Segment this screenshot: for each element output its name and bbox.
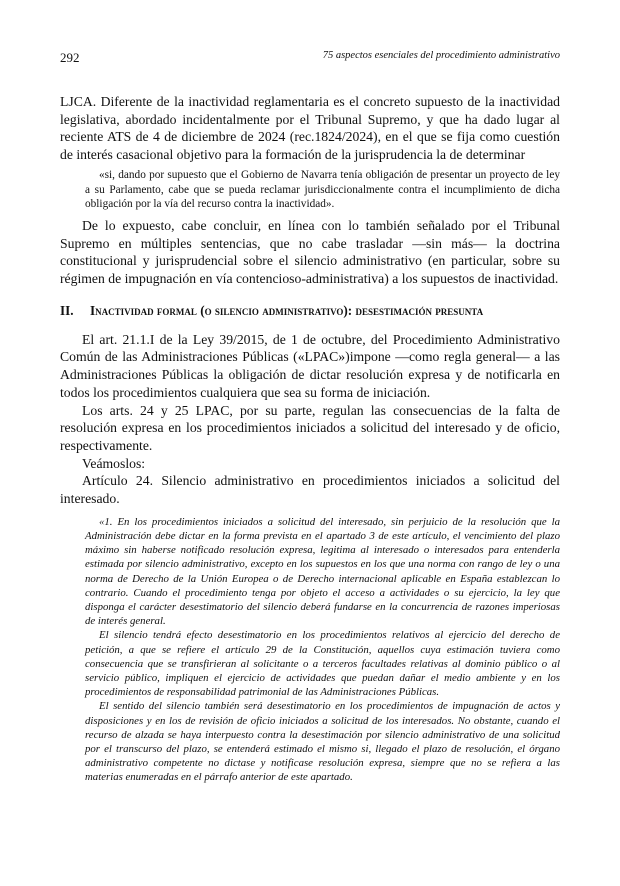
- page-number: 292: [60, 50, 80, 65]
- paragraph-arts-24-25: Los arts. 24 y 25 LPAC, por su parte, regulan las consecuencias de la falta de resolución expresa en los procedimientos iniciados a solicitud del interesado y de oficio, respectivamente.: [60, 402, 560, 453]
- paragraph-veamoslos: Veámoslos:: [82, 455, 146, 471]
- paragraph-inactividad-legislativa: LJCA. Diferente de la inactividad reglamentaria es el concreto supuesto de la inactividad legislativa, abordado incidentalmente por el Tribunal Supremo, y que ha dado lugar al reciente ATS de 4 de diciembre de 2024 (rec.1824/2024), en el que se fija como cuestión de interés casacional objetivo para la formación de la jurisprudencia la de determinar: [60, 94, 560, 163]
- paragraph-articulo-24-title: Artículo 24. Silencio administrativo en procedimientos iniciados a solicitud del interesado.: [60, 473, 560, 507]
- block-quote-ats: [85, 168, 560, 212]
- section-heading: [60, 303, 560, 319]
- section-title: Inactividad formal (o silencio administrativo): desestimación presunta: [90, 302, 484, 318]
- block-quote-text: «si, dando por supuesto que el Gobierno de Navarra tenía obligación de presentar un proyecto de ley a su Parlamento, cabe que se pueda reclamar jurisdiccionalmente contra el incumplimiento de dicha obligación por la vía del recurso contra la inactividad».: [85, 168, 560, 211]
- running-title: 75 aspectos esenciales del procedimiento administrativo: [322, 50, 560, 61]
- article-quote-paragraph-1: «1. En los procedimientos iniciados a solicitud del interesado, sin perjuicio de la resolución que la Administración debe dictar en la forma prevista en el apartado 3 de este artículo, el vencimiento del plazo máximo sin haberse notificado resolución expresa, legitima al interesado o interesados para entenderla estimada por silencio administrativo, excepto en los supuestos en los que una norma con rango de ley o una norma de Derecho de la Unión Europea o de Derecho internacional aplicable en España establezcan lo contrario. Cuando el procedimiento tenga por objeto el acceso a actividades o su ejercicio, la ley que disponga el carácter desestimatorio del silencio deberá fundarse en la concurrencia de razones imperiosas de interés general.: [85, 515, 560, 628]
- section-number: II.: [60, 302, 74, 318]
- paragraph-conclusion: De lo expuesto, cabe concluir, en línea con lo también señalado por el Tribunal Supremo en múltiples sentencias, que no cabe trasladar —sin más— la doctrina constitucional y jurisprudencial sobre el silencio administrativo (en particular, sobre su régimen de impugnación en vía contencioso-administrativa) a los supuestos de inactividad.: [60, 217, 560, 287]
- article-quote-paragraph-3: El sentido del silencio también será desestimatorio en los procedimientos de impugnación de actos y disposiciones y en los de revisión de oficio iniciados a solicitud de los interesados. No obstante, cuando el recurso de alzada se haya interpuesto contra la desestimación por silencio administrativo de una solicitud por el transcurso del plazo, se entenderá estimado el mismo si, llegado el plazo de resolución, el órgano administrativo competente no dictase y notificase resolución expresa, siempre que no se refiera a las materias enumeradas en el párrafo anterior de este apartado.: [85, 700, 560, 784]
- page-body: [60, 93, 560, 785]
- article-quote-paragraph-2: El silencio tendrá efecto desestimatorio en los procedimientos relativos al ejercicio del derecho de petición, a que se refiere el artículo 29 de la Constitución, aquellos cuya estimación tuviera como consecuencia que se transfirieran al solicitante o a terceros facultades relativas al dominio público o al servicio público, impliquen el ejercicio de actividades que puedan dañar el medio ambiente y en los procedimientos de responsabilidad patrimonial de las Administraciones Públicas.: [85, 629, 560, 699]
- paragraph-art-21: El art. 21.1.I de la Ley 39/2015, de 1 de octubre, del Procedimiento Administrativo Común de las Administraciones Públicas («LPAC»)impone —como regla general— a las Administraciones Públicas la obligación de dictar resolución expresa y de notificarla en todos los procedimientos cualquiera que sea su forma de iniciación.: [60, 331, 560, 400]
- article-24-quote: [85, 515, 560, 785]
- running-header: [60, 50, 560, 68]
